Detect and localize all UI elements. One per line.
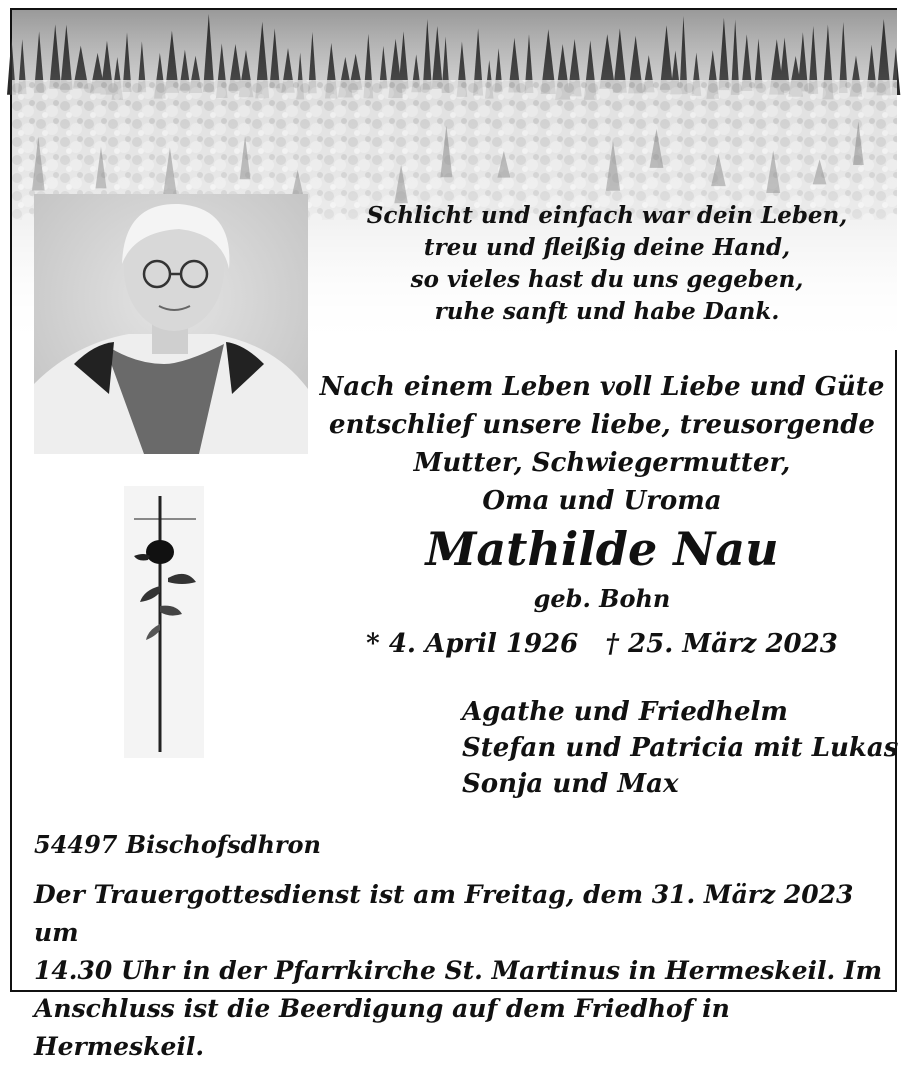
poem-line: so vieles hast du uns gegeben, <box>410 266 804 293</box>
poem-line: treu und fleißig deine Hand, <box>423 234 791 261</box>
intro-line: Mutter, Schwiegermutter, <box>413 448 791 478</box>
intro-line: entschlief unsere liebe, treusorgende <box>329 410 875 440</box>
intro-line: Oma und Uroma <box>482 486 722 516</box>
service-line: Der Trauergottesdienst ist am Freitag, dem 31. März 2023 um <box>34 880 854 947</box>
poem <box>342 200 872 328</box>
place: 54497 Bischofsdhron <box>34 830 322 859</box>
mourner-line: Stefan und Patricia mit Lukas <box>462 733 899 763</box>
cross-with-rose-icon <box>124 486 204 758</box>
mourner-line: Agathe und Friedhelm <box>462 697 788 727</box>
mourner-line: Sonja und Max <box>462 769 679 799</box>
poem-line: Schlicht und einfach war dein Leben, <box>366 202 848 229</box>
mourners-list <box>462 694 899 802</box>
service-line: Anschluss ist die Beerdigung auf dem Friedhof in Hermeskeil. <box>34 994 730 1061</box>
portrait-photo <box>34 194 308 454</box>
deceased-name: Mathilde Nau <box>425 522 779 576</box>
poem-line: ruhe sanft und habe Dank. <box>434 298 780 325</box>
life-dates: * 4. April 1926 † 25. März 2023 <box>366 629 838 659</box>
service-info <box>34 876 894 1066</box>
birth-name: geb. Bohn <box>533 584 671 613</box>
intro-text <box>312 368 892 520</box>
obituary-notice <box>10 8 899 1061</box>
intro-line: Nach einem Leben voll Liebe und Güte <box>319 372 885 402</box>
service-line: 14.30 Uhr in der Pfarrkirche St. Martinus in Hermeskeil. Im <box>34 956 883 985</box>
